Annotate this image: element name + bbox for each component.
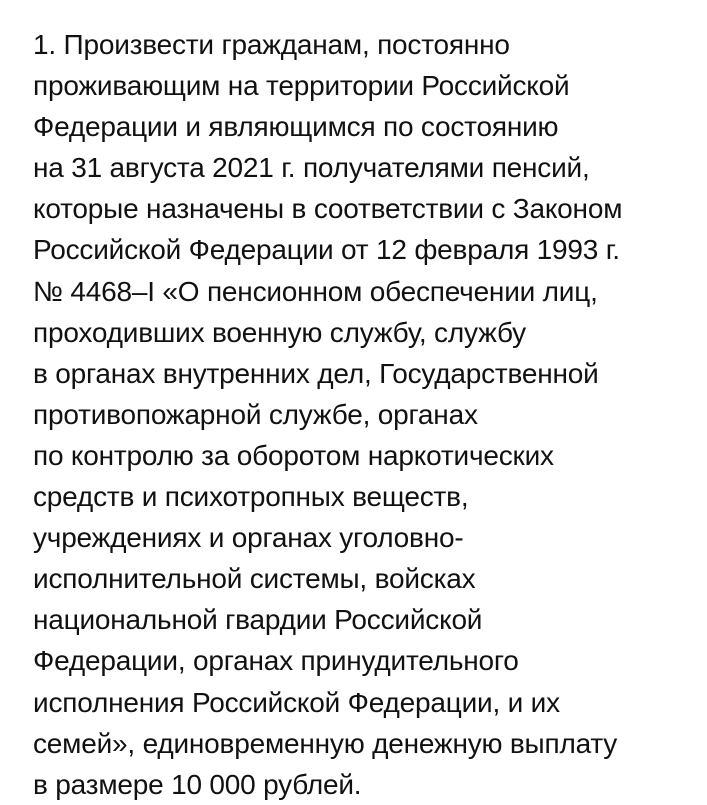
paragraph-line: национальной гвардии Российской: [33, 604, 483, 636]
paragraph-line: 1. Произвести гражданам, постоянно: [33, 29, 510, 60]
paragraph-line: в органах внутренних дел, Государственной: [33, 357, 599, 389]
paragraph-line: проходивших военную службу, службу: [33, 316, 526, 348]
paragraph-line: № 4468–I «О пенсионном обеспечении лиц,: [33, 275, 598, 307]
paragraph-line: противопожарной службе, органах: [33, 398, 478, 430]
paragraph-line: в размере 10 000 рублей.: [33, 768, 362, 800]
paragraph-line: исполнения Российской Федерации, и их: [33, 686, 560, 718]
paragraph-line: учреждениях и органах уголовно-: [33, 522, 464, 554]
paragraph-line: средств и психотропных веществ,: [33, 481, 469, 513]
paragraph-line: Федерации и являющимся по состоянию: [33, 111, 559, 143]
paragraph-line: исполнительной системы, войсках: [33, 563, 476, 595]
paragraph-line: которые назначены в соответствии с Законом: [33, 193, 623, 225]
paragraph-line: Федерации, органах принудительного: [33, 645, 519, 677]
paragraph-line: Российской Федерации от 12 февраля 1993 г.: [33, 234, 620, 266]
document-paragraph: [33, 24, 693, 805]
paragraph-line: проживающим на территории Российской: [33, 70, 570, 102]
paragraph-line: семей», единовременную денежную выплату: [33, 727, 618, 759]
paragraph-line: по контролю за оборотом наркотических: [33, 439, 554, 471]
paragraph-line: на 31 августа 2021 г. получателями пенсий,: [33, 152, 590, 184]
